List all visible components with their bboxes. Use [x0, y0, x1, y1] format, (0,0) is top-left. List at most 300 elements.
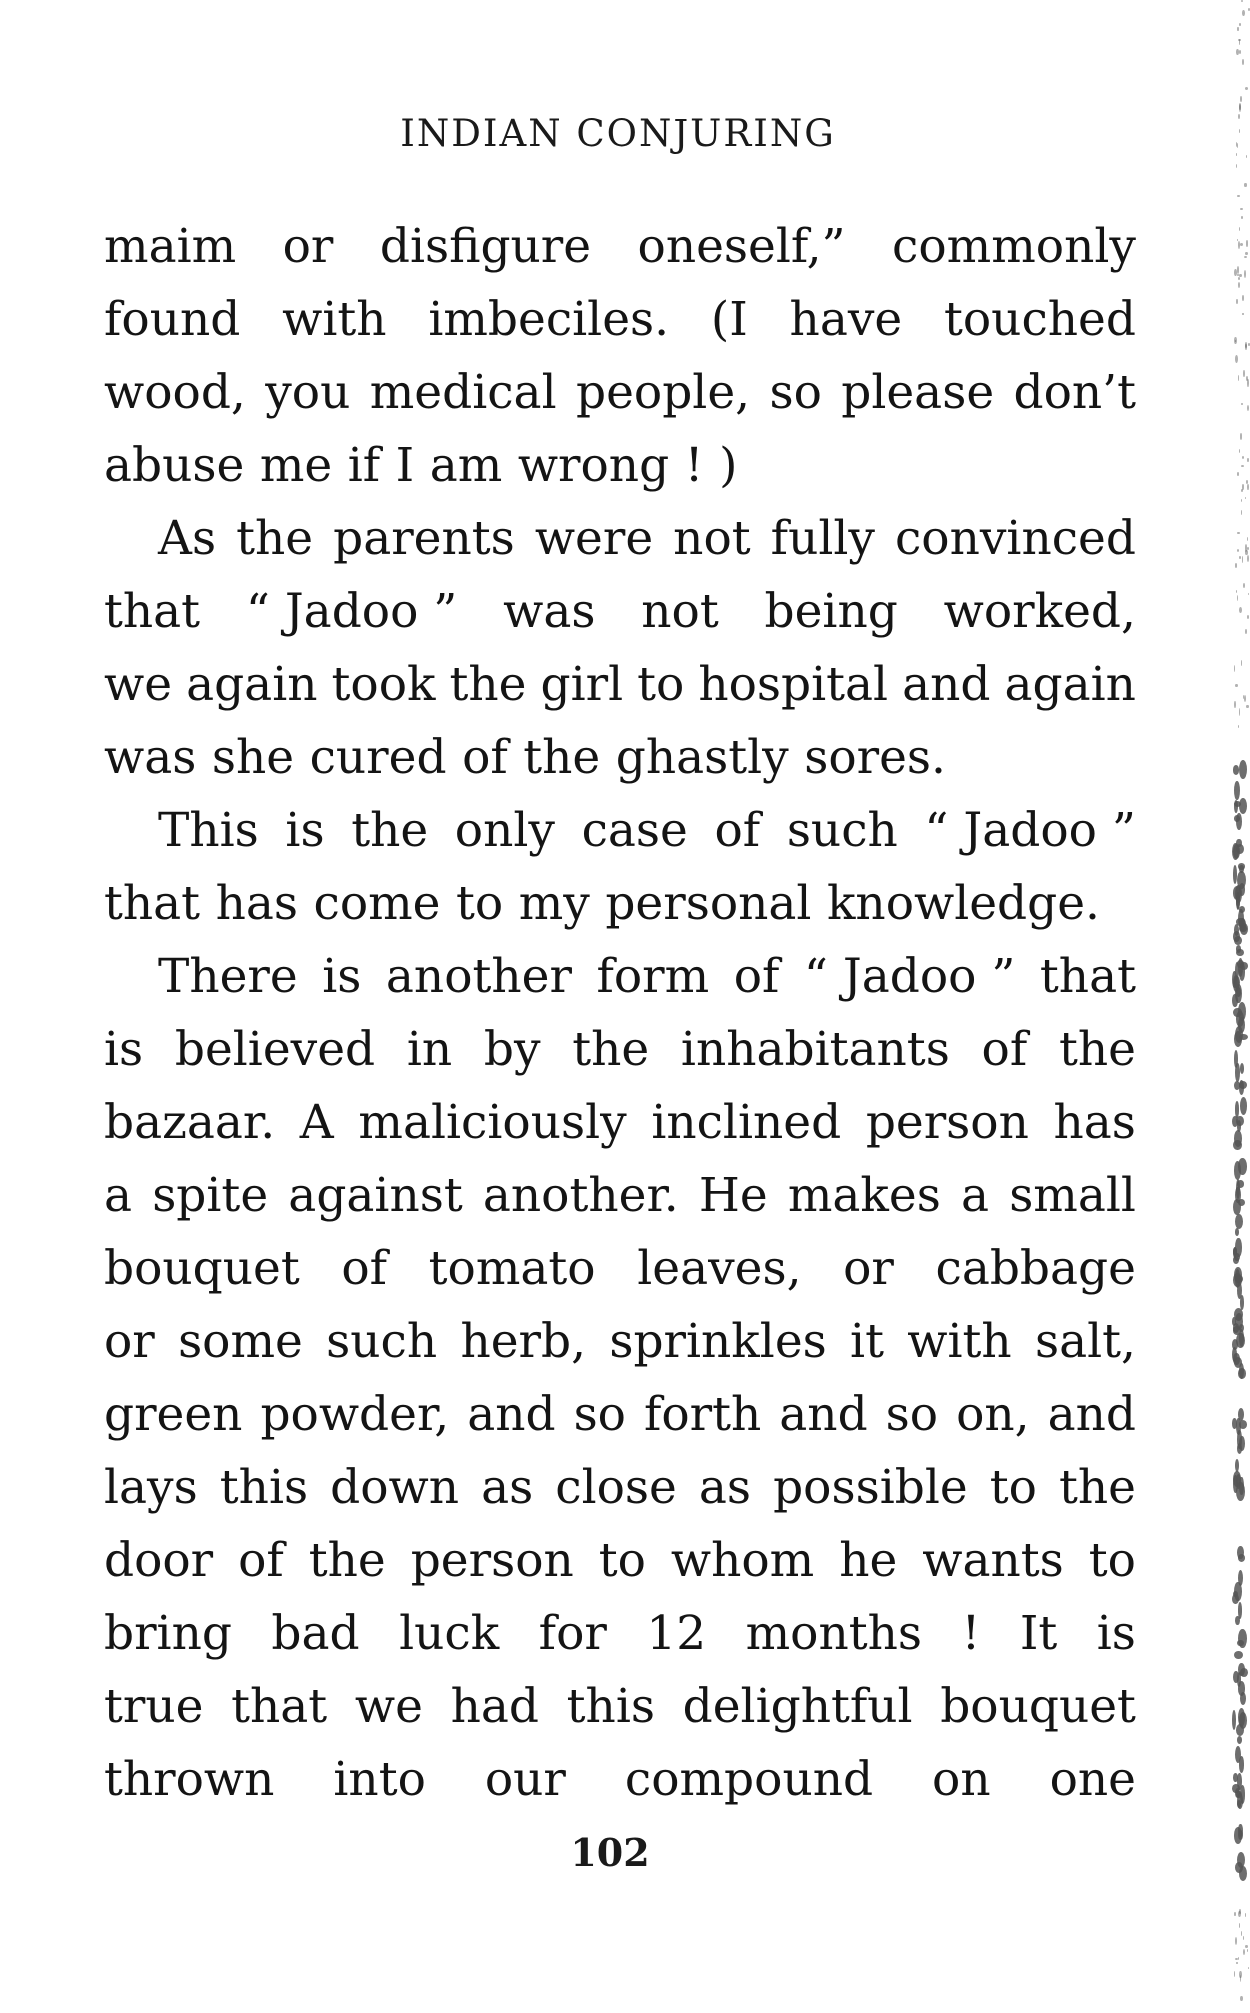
word: as	[698, 1460, 752, 1515]
word: being	[764, 584, 898, 639]
word: so	[573, 1387, 626, 1442]
word: he	[839, 1533, 898, 1588]
edge-speck	[1238, 375, 1239, 381]
edge-speck	[1236, 1116, 1244, 1127]
edge-speck	[1239, 1756, 1245, 1773]
word: am	[429, 438, 503, 493]
edge-speck	[1237, 1672, 1241, 1687]
word: medical	[369, 365, 557, 420]
word: that	[104, 584, 201, 639]
word: people,	[576, 365, 751, 420]
word: commonly	[892, 219, 1136, 274]
word: the	[236, 511, 314, 566]
word: to	[598, 1533, 646, 1588]
word: not	[641, 584, 719, 639]
edge-speck	[1239, 1712, 1247, 1729]
word: me	[259, 438, 333, 493]
edge-speck	[1233, 1471, 1241, 1488]
word: again	[186, 657, 318, 712]
word: form	[596, 949, 710, 1004]
word: case	[581, 803, 688, 858]
edge-speck	[1237, 472, 1239, 476]
word: bazaar.	[104, 1095, 276, 1150]
edge-speck	[1246, 155, 1247, 157]
edge-speck	[1235, 1228, 1239, 1236]
edge-speck	[1237, 266, 1240, 274]
word: touched	[944, 292, 1136, 347]
word: this	[566, 1679, 655, 1734]
word: personal	[605, 876, 812, 931]
word: the	[572, 1022, 650, 1077]
word: took	[331, 657, 436, 712]
word: the	[308, 1533, 386, 1588]
edge-speck	[1241, 0, 1243, 2]
edge-speck	[1244, 270, 1246, 278]
word: as	[481, 1460, 534, 1515]
word: ghastly	[615, 730, 789, 785]
edge-speck	[1243, 1949, 1245, 1955]
word: “ Jadoo ”	[924, 803, 1136, 858]
text-line	[104, 648, 1136, 721]
word: imbeciles.	[428, 292, 670, 347]
word: the	[1058, 1460, 1136, 1515]
edge-speck	[1237, 1736, 1242, 1744]
word: to	[456, 876, 504, 931]
edge-speck	[1240, 243, 1243, 246]
word: wood,	[104, 365, 246, 420]
edge-speck	[1234, 337, 1237, 345]
word: There	[158, 949, 298, 1004]
edge-speck	[1239, 449, 1240, 453]
word: “ Jadoo ”	[245, 584, 458, 639]
edge-speck	[1239, 1420, 1248, 1429]
word: hospital	[698, 657, 889, 712]
word: the	[1058, 1022, 1136, 1077]
word: that	[104, 876, 201, 931]
word: wants	[922, 1533, 1064, 1588]
word: powder,	[260, 1387, 450, 1442]
edge-speck	[1239, 798, 1247, 814]
edge-speck	[1235, 1937, 1237, 1944]
text-line	[104, 940, 1136, 1013]
word: lays	[104, 1460, 198, 1515]
word: some	[178, 1314, 303, 1369]
text-line	[104, 210, 1136, 283]
word: that	[1039, 949, 1136, 1004]
edge-speck	[1245, 629, 1247, 634]
edge-speck	[1242, 10, 1245, 16]
edge-speck	[1232, 1594, 1238, 1604]
word: of	[462, 730, 508, 785]
word: was	[104, 730, 197, 785]
word: sores.	[804, 730, 946, 785]
edge-speck	[1242, 313, 1243, 315]
word: this	[219, 1460, 309, 1515]
text-line	[104, 1743, 1136, 1816]
word: compound	[624, 1752, 874, 1807]
edge-speck	[1247, 1949, 1248, 1952]
edge-speck	[1238, 725, 1239, 728]
edge-speck	[1247, 484, 1248, 490]
edge-speck	[1237, 595, 1238, 601]
word: forth	[643, 1387, 762, 1442]
text-line	[104, 1013, 1136, 1086]
word: As	[158, 511, 217, 566]
word: or	[843, 1241, 894, 1296]
edge-speck	[1240, 96, 1242, 102]
word: spite	[152, 1168, 269, 1223]
word: salt,	[1034, 1314, 1136, 1369]
word: bad	[271, 1606, 360, 1661]
word: by	[483, 1022, 541, 1077]
edge-speck	[1239, 760, 1247, 779]
word: leaves,	[637, 1241, 802, 1296]
edge-speck	[1244, 695, 1246, 702]
edge-speck	[1238, 1199, 1245, 1206]
word: He	[698, 1168, 768, 1223]
edge-speck	[1247, 458, 1249, 462]
word: and	[779, 1387, 868, 1442]
word: I	[395, 438, 415, 493]
word: down	[330, 1460, 460, 1515]
word: a	[961, 1168, 990, 1223]
word: so	[885, 1387, 939, 1442]
edge-speck	[1247, 555, 1249, 563]
edge-speck	[1236, 153, 1237, 155]
word: herb,	[460, 1314, 587, 1369]
word: and	[467, 1387, 556, 1442]
edge-speck	[1234, 1651, 1243, 1659]
edge-speck	[1243, 370, 1244, 376]
edge-speck	[1234, 781, 1240, 800]
word: green	[104, 1387, 243, 1442]
word: maim	[104, 219, 237, 274]
word: bouquet	[104, 1241, 300, 1296]
word: the	[351, 803, 429, 858]
word: so	[769, 365, 822, 420]
word: cabbage	[935, 1241, 1136, 1296]
word: person	[865, 1095, 1029, 1150]
edge-speck	[1233, 975, 1239, 992]
word: maliciously	[358, 1095, 627, 1150]
edge-speck	[1232, 843, 1239, 860]
edge-speck	[1236, 164, 1237, 168]
edge-speck	[1240, 1692, 1246, 1705]
word: knowledge.	[826, 876, 1100, 931]
word: worked,	[943, 584, 1136, 639]
edge-speck	[1234, 1308, 1243, 1321]
edge-speck	[1234, 1827, 1243, 1844]
word: if	[347, 438, 381, 493]
word: please	[841, 365, 995, 420]
paragraph	[104, 210, 1136, 502]
word: tomato	[428, 1241, 596, 1296]
word: found	[104, 292, 241, 347]
edge-speck	[1248, 343, 1250, 346]
edge-speck	[1239, 103, 1241, 111]
edge-speck	[1246, 705, 1248, 709]
edge-speck	[1234, 936, 1242, 946]
word: only	[454, 803, 555, 858]
word: bring	[104, 1606, 232, 1661]
word: not	[673, 511, 751, 566]
edge-speck	[1239, 23, 1241, 25]
edge-speck	[1238, 282, 1240, 288]
edge-speck	[1244, 183, 1246, 186]
edge-speck	[1237, 871, 1246, 889]
edge-speck	[1236, 590, 1237, 593]
word: small	[1009, 1168, 1136, 1223]
edge-speck	[1248, 1967, 1250, 1969]
word: and	[902, 657, 991, 712]
word: you	[265, 365, 351, 420]
word: it	[850, 1314, 884, 1369]
edge-speck	[1241, 510, 1242, 515]
edge-speck	[1245, 550, 1248, 555]
edge-speck	[1240, 1097, 1247, 1115]
edge-speck	[1237, 532, 1239, 535]
edge-speck	[1232, 1339, 1238, 1350]
edge-speck	[1247, 405, 1249, 412]
edge-speck	[1238, 241, 1240, 248]
edge-speck	[1239, 39, 1240, 44]
edge-speck	[1233, 1008, 1241, 1017]
text-line	[104, 794, 1136, 867]
edge-speck	[1234, 1912, 1236, 1916]
word: is	[1096, 1606, 1136, 1661]
word: is	[322, 949, 362, 1004]
word: the	[523, 730, 601, 785]
edge-speck	[1244, 256, 1247, 258]
word: to	[1088, 1533, 1136, 1588]
word: girl	[540, 657, 624, 712]
word: she	[211, 730, 295, 785]
edge-speck	[1245, 87, 1248, 90]
word: luck	[399, 1606, 500, 1661]
word: on,	[956, 1387, 1030, 1442]
word: such	[326, 1314, 438, 1369]
edge-speck	[1238, 1368, 1247, 1379]
word: of	[981, 1022, 1028, 1077]
edge-speck	[1236, 299, 1238, 304]
word: have	[789, 292, 903, 347]
edge-speck	[1239, 607, 1242, 613]
word: another	[385, 949, 572, 1004]
text-line	[104, 1086, 1136, 1159]
text-line	[104, 1597, 1136, 1670]
word: sprinkles	[609, 1314, 827, 1369]
word: of	[341, 1241, 388, 1296]
word: inhabitants	[680, 1022, 950, 1077]
text-line	[104, 502, 1136, 575]
text-line	[104, 1159, 1136, 1232]
word: with	[282, 292, 387, 347]
word: has	[215, 876, 298, 931]
word: close	[555, 1460, 677, 1515]
edge-speck	[1246, 240, 1249, 247]
word: and	[1047, 1387, 1136, 1442]
word: were	[534, 511, 654, 566]
edge-speck	[1247, 615, 1249, 619]
word: a	[104, 1168, 133, 1223]
edge-speck	[1239, 274, 1242, 278]
word: to	[637, 657, 685, 712]
edge-speck	[1234, 701, 1236, 708]
page-number: 102	[570, 1830, 650, 1875]
edge-speck	[1242, 556, 1243, 562]
word: true	[104, 1679, 204, 1734]
body-text	[104, 210, 1136, 1816]
edge-speck	[1239, 906, 1245, 913]
edge-speck	[1237, 195, 1240, 198]
edge-speck	[1240, 433, 1242, 439]
word: whom	[670, 1533, 815, 1588]
edge-speck	[1242, 456, 1244, 459]
word: of	[714, 803, 761, 858]
word: oneself,”	[637, 219, 846, 274]
edge-speck	[1238, 1629, 1247, 1648]
edge-speck	[1234, 1267, 1242, 1282]
edge-speck	[1239, 1324, 1244, 1332]
word: )	[719, 438, 738, 493]
word: on	[932, 1752, 991, 1807]
edge-speck	[1235, 355, 1238, 363]
edge-speck	[1239, 50, 1241, 54]
edge-speck	[1233, 765, 1240, 774]
text-line	[104, 575, 1136, 648]
word: come	[313, 876, 441, 931]
edge-speck	[1237, 1430, 1241, 1448]
text-line	[104, 283, 1136, 356]
word: parents	[333, 511, 515, 566]
edge-speck	[1236, 949, 1243, 956]
word: bouquet	[940, 1679, 1136, 1734]
word: my	[518, 876, 590, 931]
edge-speck	[1240, 1668, 1248, 1677]
edge-speck	[1241, 499, 1242, 502]
word: don’t	[1013, 365, 1136, 420]
edge-speck	[1238, 1602, 1242, 1618]
word: is	[285, 803, 325, 858]
text-line	[104, 429, 1136, 502]
edge-speck	[1234, 1161, 1242, 1180]
text-line	[104, 867, 1136, 940]
edge-speck	[1236, 1791, 1242, 1798]
word: inclined	[651, 1095, 842, 1150]
text-line	[104, 1670, 1136, 1743]
edge-speck	[1240, 208, 1243, 210]
word: 12	[646, 1606, 707, 1661]
edge-speck	[1234, 1971, 1235, 1977]
word: possible	[773, 1460, 968, 1515]
edge-speck	[1241, 216, 1243, 219]
edge-speck	[1241, 660, 1242, 666]
text-line	[104, 1378, 1136, 1451]
text-line	[104, 1451, 1136, 1524]
word: we	[354, 1679, 423, 1734]
edge-speck	[1245, 252, 1248, 256]
edge-speck	[1242, 59, 1244, 65]
edge-speck	[1234, 1031, 1242, 1047]
text-line	[104, 1232, 1136, 1305]
edge-speck	[1242, 295, 1244, 300]
text-line	[104, 1524, 1136, 1597]
edge-speck	[1239, 962, 1246, 981]
word: convinced	[894, 511, 1136, 566]
word: was	[503, 584, 596, 639]
edge-speck	[1233, 1773, 1238, 1782]
word: or	[282, 219, 334, 274]
word: such	[786, 803, 898, 858]
edge-speck	[1245, 497, 1246, 499]
paragraph	[104, 502, 1136, 794]
edge-speck	[1238, 1957, 1239, 1960]
edge-speck	[1241, 403, 1243, 405]
word: had	[450, 1679, 539, 1734]
edge-speck	[1239, 708, 1240, 716]
edge-speck	[1245, 1945, 1248, 1948]
word: disfigure	[379, 219, 592, 274]
word: This	[158, 803, 259, 858]
paragraph	[104, 940, 1136, 1816]
edge-speck	[1243, 1936, 1245, 1940]
edge-speck	[1237, 143, 1238, 148]
word: is	[104, 1022, 144, 1077]
word: “ Jadoo ”	[803, 949, 1016, 1004]
edge-speck	[1240, 1063, 1244, 1074]
word: one	[1049, 1752, 1136, 1807]
word: cured	[309, 730, 447, 785]
word: for	[538, 1606, 607, 1661]
edge-speck	[1248, 593, 1249, 595]
word: has	[1053, 1095, 1136, 1150]
edge-speck	[1246, 376, 1248, 381]
text-line	[104, 1305, 1136, 1378]
word: our	[484, 1752, 566, 1807]
binding-edge-shadow	[1220, 0, 1250, 2013]
word: A	[299, 1095, 334, 1150]
paragraph	[104, 794, 1136, 940]
word: thrown	[104, 1752, 275, 1807]
edge-speck	[1241, 1931, 1242, 1935]
word: makes	[787, 1168, 941, 1223]
edge-speck	[1241, 465, 1244, 467]
word: against	[288, 1168, 463, 1223]
running-head: INDIAN CONJURING	[400, 112, 836, 155]
word: of	[733, 949, 780, 1004]
word: in	[406, 1022, 453, 1077]
edge-speck	[1245, 344, 1248, 350]
edge-speck	[1243, 583, 1245, 588]
word: believed	[174, 1022, 376, 1077]
edge-speck	[1238, 277, 1240, 280]
edge-speck	[1239, 1923, 1241, 1928]
edge-speck	[1234, 665, 1235, 671]
word: It	[1019, 1606, 1058, 1661]
edge-speck	[1240, 1996, 1243, 2001]
word: door	[104, 1533, 214, 1588]
text-line	[104, 356, 1136, 429]
edge-speck	[1239, 1080, 1244, 1094]
word: or	[104, 1314, 155, 1369]
edge-speck	[1242, 484, 1244, 489]
edge-speck	[1233, 1140, 1241, 1150]
word: abuse	[104, 438, 245, 493]
edge-speck	[1236, 1962, 1237, 1964]
word: we	[104, 657, 173, 712]
word: (I	[710, 292, 748, 347]
word: that	[231, 1679, 328, 1734]
